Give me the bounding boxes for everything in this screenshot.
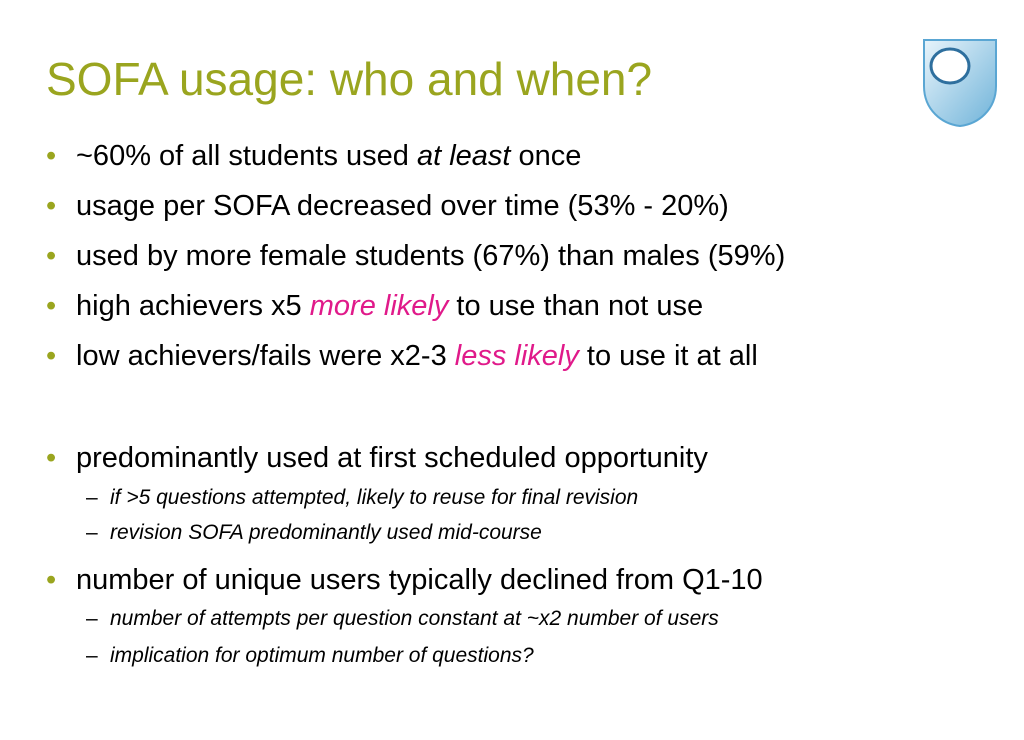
slide-title: SOFA usage: who and when? bbox=[46, 53, 653, 105]
bullet-marker: • bbox=[46, 140, 57, 172]
bullet-item: • usage per SOFA decreased over time (53% - 20%) bbox=[46, 190, 729, 222]
bullet-marker: • bbox=[46, 290, 57, 322]
bullet-marker: • bbox=[46, 564, 57, 596]
bullet-item: • high achievers x5 more likely to use than not use bbox=[46, 290, 704, 322]
dash-marker: – bbox=[86, 521, 98, 544]
bullet-item: • ~60% of all students used at least once bbox=[46, 140, 582, 172]
bullet-item: • number of unique users typically declined from Q1-10 bbox=[46, 564, 763, 596]
bullet-item: • low achievers/fails were x2-3 less likely to use it at all bbox=[46, 340, 758, 372]
dash-marker: – bbox=[86, 644, 98, 667]
bullet-marker: • bbox=[46, 340, 57, 372]
bullet-marker: • bbox=[46, 442, 57, 474]
bullet-marker: • bbox=[46, 190, 57, 222]
dash-marker: – bbox=[86, 486, 98, 509]
bullet-marker: • bbox=[46, 240, 57, 272]
subbullet-item: – if >5 questions attempted, likely to reuse for final revision bbox=[86, 484, 638, 512]
subbullet-item: – implication for optimum number of questions? bbox=[86, 642, 534, 670]
dash-marker: – bbox=[86, 607, 98, 630]
shield-logo-icon bbox=[920, 36, 1000, 128]
subbullet-item: – number of attempts per question constant at ~x2 number of users bbox=[86, 605, 719, 633]
bullet-item: • used by more female students (67%) than males (59%) bbox=[46, 240, 786, 272]
subbullet-item: – revision SOFA predominantly used mid-course bbox=[86, 519, 542, 547]
bullet-item: • predominantly used at first scheduled opportunity bbox=[46, 442, 708, 474]
